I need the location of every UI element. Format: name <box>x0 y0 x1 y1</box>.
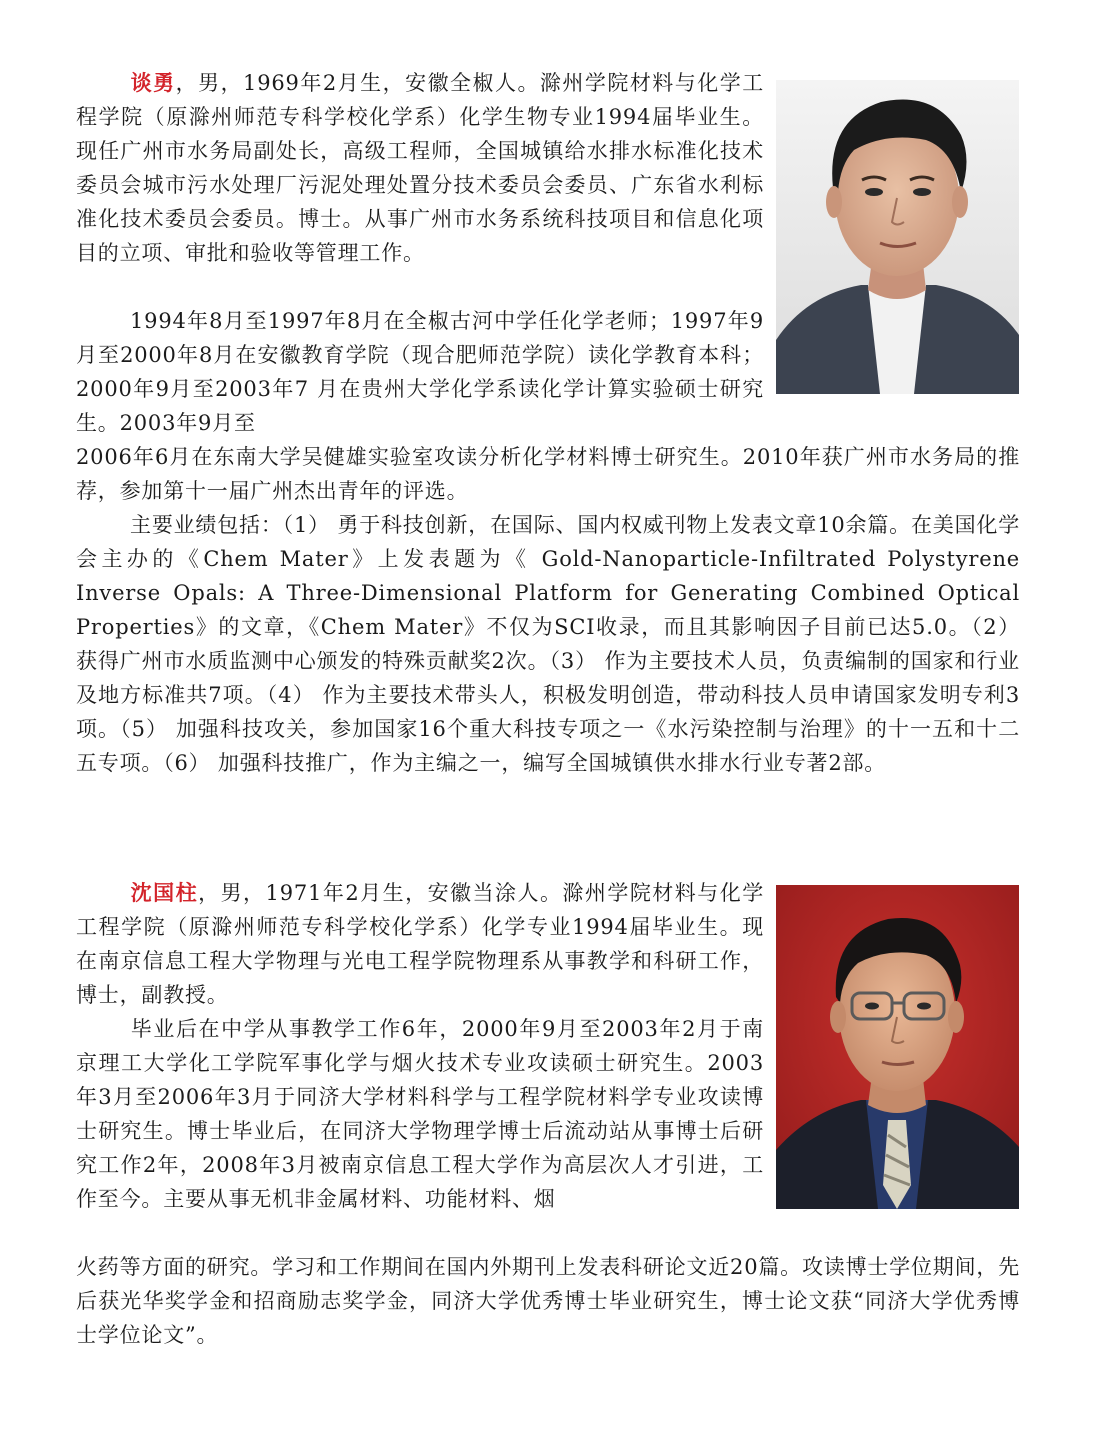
person-name: 沈国柱 <box>130 880 199 905</box>
person-name: 谈勇 <box>130 70 176 95</box>
education-text: 1994年8月至1997年8月在全椒古河中学任化学老师；1997年9月至2000年8月在安徽教育学院（现合肥师范学院）读化学教育本科；2000年9月至2003年7 月在贵州大学化学系读化学计算实验硕士研究生。2003年9月至 <box>76 309 764 435</box>
intro-text: ，男，1969年2月生，安徽全椒人。滁州学院材料与化学工程学院（原滁州师范专科学校化学系）化学生物专业1994届毕业生。现任广州市水务局副处长，高级工程师，全国城镇给水排水标准化技术委员会城市污水处理厂污泥处理处置分技术委员会委员、广东省水利标准化技术委员会委员。博士。从事广州市水务系统科技项目和信息化项目的立项、审批和验收等管理工作。 <box>76 71 764 265</box>
achievements-text: 主要业绩包括：（1） 勇于科技创新，在国际、国内权威刊物上发表文章10余篇。在美国化学会主办的《Chem Mater》上发表题为《 Gold-Nanoparticle-Infiltrated Polystyrene Inverse Opals: A Three-Dimensional Platform for Generating Combined Optical Properties》的文章，《Chem Mater》不仅为SCI收录，而且其影响因子目前已达5.0。（2） 获得广州市水质监测中心颁发的特殊贡献奖2次。（3） 作为主要技术人员，负责编制的国家和行业及地方标准共7项。（4） 作为主要技术带头人，积极发明创造，带动科技人员申请国家发明专利3项。（5） 加强科技攻关，参加国家16个重大科技专项之一《水污染控制与治理》的十一五和十二五专项。（6） 加强科技推广，作为主编之一，编写全国城镇供水排水行业专著2部。 <box>76 513 1020 775</box>
profile-intro <box>76 876 764 1012</box>
portrait-photo <box>776 885 1019 1209</box>
achievements-paragraph <box>76 508 1020 780</box>
education-paragraph-cont <box>76 440 1020 508</box>
career-text: 毕业后在中学从事教学工作6年，2000年9月至2003年2月于南京理工大学化工学院军事化学与烟火技术专业攻读硕士研究生。2003年3月至2006年3月于同济大学材料科学与工程学院材料学专业攻读博士研究生。博士毕业后，在同济大学物理学博士后流动站从事博士后研究工作2年，2008年3月被南京信息工程大学作为高层次人才引进，工作至今。主要从事无机非金属材料、功能材料、烟 <box>76 1017 764 1211</box>
education-paragraph <box>76 304 764 440</box>
career-paragraph <box>76 1012 764 1216</box>
portrait-photo <box>776 80 1019 394</box>
intro-text: ，男，1971年2月生，安徽当涂人。滁州学院材料与化学工程学院（原滁州师范专科学校化学系）化学专业1994届毕业生。现在南京信息工程大学物理与光电工程学院物理系从事教学和科研工作，博士，副教授。 <box>76 881 765 1007</box>
career-text-cont: 火药等方面的研究。学习和工作期间在国内外期刊上发表科研论文近20篇。攻读博士学位期间，先后获光华奖学金和招商励志奖学金，同济大学优秀博士毕业研究生，博士论文获“同济大学优秀博士学位论文”。 <box>76 1255 1020 1347</box>
education-text-cont: 2006年6月在东南大学吴健雄实验室攻读分析化学材料博士研究生。2010年获广州市水务局的推荐，参加第十一届广州杰出青年的评选。 <box>76 445 1020 503</box>
career-paragraph-cont <box>76 1250 1020 1352</box>
profile-intro <box>76 66 764 270</box>
